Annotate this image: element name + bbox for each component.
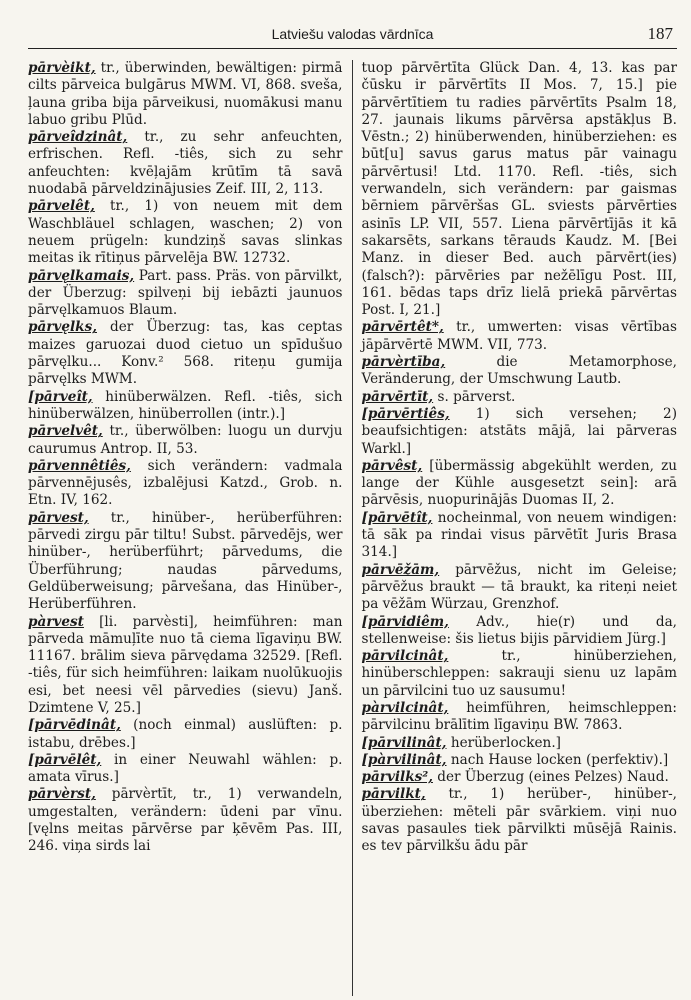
entry-definition: die Metamorphose, Veränderung, der Umschwung Lautb. [361,354,677,388]
running-title: Latviešu valodas vārdnīca [271,26,434,42]
entry-definition: tr., zu sehr anfeuchten, erfrischen. Refl. -tiês, sich zu sehr anfeuchten: kvēļajām krūtīm tā savā nuodabā pārveldzinājusies Zeif. III, 2, 113. [28,129,343,198]
dictionary-entry [362,648,678,700]
entry-definition: Part. pass. Präs. von pārvilkt, der Überzug: spilveņi bij iebāzti jaunuos pārvęlkamuos Blaum. [28,267,343,319]
entry-definition: pārvēžus, nicht im Geleise; pārvēžus braukt — tā braukt, ka riteņi neiet pa vēžām Würzau, Grenzhof. [361,561,677,613]
entry-definition: tr., überwölben: luogu un durvju caurumus Antrop. II, 53. [28,423,343,457]
entry-headword: pārveîdzinât, [28,129,128,146]
left-column [28,60,353,996]
dictionary-entry [362,458,678,510]
entry-definition: tr., 1) von neuem mit dem Waschbläuel schlagen, waschen; 2) von neuem prügeln: kundziņš savas slinkas meitas ik rītiņus pārvelēja BW. 12732. [28,198,343,267]
dictionary-entry [362,319,678,354]
entry-headword: pārvilks², [361,769,433,786]
entry-definition: heimführen, heimschleppen: pārvilcinu brālītim līgaviņu BW. 7863. [361,699,677,734]
entry-definition: 1) sich versehen; 2) beaufsichtigen: atstāts mājā, lai pārveras Warkl.] [361,405,677,457]
entry-definition: nach Hause locken (perfektiv).] [446,751,669,768]
entry-headword: pārvèikt, [28,60,96,76]
entry-headword: [pārvēlêt, [28,751,102,768]
entry-definition: der Überzug (eines Pelzes) Naud. [432,769,669,786]
dictionary-entry [362,735,678,752]
entry-definition: sich verändern: vadmala pārvennējusês, izbalējusi Katzd., Grob. n. Etn. IV, 162. [28,457,343,509]
right-column [353,60,678,996]
entry-definition: der Überzug: tas, kas ceptas maizes garuozai duod cietuo un spīdušuo pārvęlku... Konv.² 568. riteņu gumija pārvęlks MWM. [28,319,343,388]
entry-headword: [pārvidiêm, [361,613,449,630]
dictionary-entry [28,423,343,458]
dictionary-entry [362,389,678,406]
entry-headword: pārvennêtiês, [28,457,131,474]
entry-headword: [pārvilinât, [361,734,447,751]
dictionary-entry [28,786,343,855]
dictionary-entry [28,614,343,718]
dictionary-entry [362,406,678,458]
entry-definition: tuop pārvērtīta Glück Dan. 4, 13. kas par čūsku ir pārvērtīts II Mos. 7, 15.] pie pārvērtītiem tu radies pārvērtīts Psalm 18, 27. jaunais likums pārvērsa apstākļus B. Vēstn.; 2) hinüberwenden, hinüberziehen: es būt[u] savus garus matus pār vainagu pārvērtusi! Ltd. 1170. Refl. -tiês, sich verwandeln, sich verändern: par gaismas bērniem pārvēršas GL. sviests pārvērties asinīs LP. VII, 557. Liena pārvērtījās it kā sakarsēts, sarkans tērauds Kaudz. M. [Bei Manz. in dieser Bed. auch pārvērt(ies) (falsch?): pārvēries par nežēlīgu Post. III, 161. bēdas taps drīz lielā priekā pārvērtas Post. I, 21.] [361,60,677,319]
entry-definition: (noch einmal) auslüften: p. istabu, drēbes.] [28,717,343,751]
entry-definition: tr., überwinden, bewältigen: pirmā cilts pārveica bulgārus MWM. VI, 868. sveša, ļauna griba bija pārveikusi, nuomākusi manu labuo gribu Plūd. [28,60,343,128]
page-number: 187 [647,24,673,43]
page-header [28,22,677,49]
entry-headword: pārvęlkamais, [28,267,135,284]
dictionary-entry [28,717,343,752]
entry-headword: pārvilkt, [361,786,426,803]
entry-definition: hinüberwälzen. Refl. -tiês, sich hinüberwälzen, hinüberrollen (intr.).] [28,388,343,422]
entry-headword: pārvilcinât, [361,648,449,665]
entry-headword: [pārveît, [28,388,93,405]
dictionary-entry [362,786,678,855]
entry-definition: in einer Neuwahl wählen: p. amata vīrus.] [28,751,343,786]
dictionary-entry [362,769,678,786]
entry-definition: nocheinmal, von neuem windigen: tā sāk pa rindai visus pārvētīt Juris Brasa 314.] [361,509,677,561]
entry-headword: pārvêst, [361,457,423,474]
entry-headword: [pàrvilinât, [361,751,447,768]
dictionary-entry [28,752,343,787]
entry-headword: pārvelvêt, [28,423,103,440]
dictionary-entry [28,389,343,424]
dictionary-entry [362,700,678,735]
entry-definition: tr., 1) herüber-, hinüber-, überziehen: mēteli pār svārkiem. viņi nuo savas pasaules tiek pārvilkti mūsējā Rainis. es tev pārvilkšu ādu pār [361,786,677,855]
dictionary-entry [362,60,678,319]
entry-headword: pārvęlks, [28,319,97,336]
entry-headword: pārvest, [28,509,89,526]
text-columns [28,60,677,996]
dictionary-entry [28,60,343,129]
entry-headword: pārvērtêt*, [361,319,444,336]
entry-headword: [pārvēdinât, [28,717,121,734]
entry-headword: pārvèrtība, [361,354,446,371]
dictionary-entry [28,510,343,614]
entry-headword: pārvērtīt, [361,388,434,405]
entry-headword: pārvèrst, [28,786,96,803]
dictionary-entry [362,510,678,562]
dictionary-entry [362,752,678,769]
dictionary-entry [362,614,678,649]
entry-definition: pārvèrtīt, tr., 1) verwandeln, umgestalten, verändern: ūdeni par vīnu. [vęlns meitas pārvērse par ķēvēm Pas. III, 246. viņa sirds lai [28,786,343,855]
entry-definition: Adv., hie(r) und da, stellenweise: šis lietus bijis pārvidiem Jürg.] [361,613,677,647]
entry-headword: [pārvētît, [361,509,433,526]
entry-headword: [pārvērtiês, [361,405,450,422]
entry-definition: [übermässig abgekühlt werden, zu lange der Kühle ausgesetzt sein]: arā pārvēsis, nuopurinājās Duomas II, 2. [361,457,677,509]
dictionary-entry [362,562,678,614]
dictionary-entry [28,458,343,510]
entry-definition: s. pārverst. [433,388,516,405]
entry-definition: tr., hinüber-, herüberführen: pārvedi zirgu pār tiltu! Subst. pārvedējs, wer hinüber-, herüberführt; pārvedums, die Überführung; naudas pārvedums, Geldüberweisung; pārvešana, das Hinüber-, Herüberführen. [28,509,343,613]
entry-definition: tr., hinüberziehen, hinüberschleppen: sakrauji sienu uz lapām un pārvilcini tuo uz sausumu! [361,648,677,699]
entry-headword: pārvēžām, [361,561,440,578]
dictionary-entry [28,319,343,388]
dictionary-entry [362,354,678,389]
dictionary-entry [28,268,343,320]
entry-definition: [li. parvèsti], heimführen: man pārveda māmuļīte nuo tā ciema līgaviņu BW. 11167. brālim sieva pārvędama 32529. [Refl. -tiês, für sich heimführen: laikam nuolūkuojis esi, bet neesi vēl pārvedies (sievu) Janš. Dzimtene V, 25.] [28,613,343,716]
dictionary-entry [28,198,343,267]
entry-headword: pàrvest [28,613,84,630]
entry-definition: tr., umwerten: visas vērtības jāpārvērtē MWM. VII, 773. [361,319,677,353]
entry-headword: pārvelêt, [28,198,95,215]
entry-headword: pàrvilcinât, [361,699,449,716]
dictionary-entry [28,129,343,198]
entry-definition: herüberlocken.] [446,734,561,751]
